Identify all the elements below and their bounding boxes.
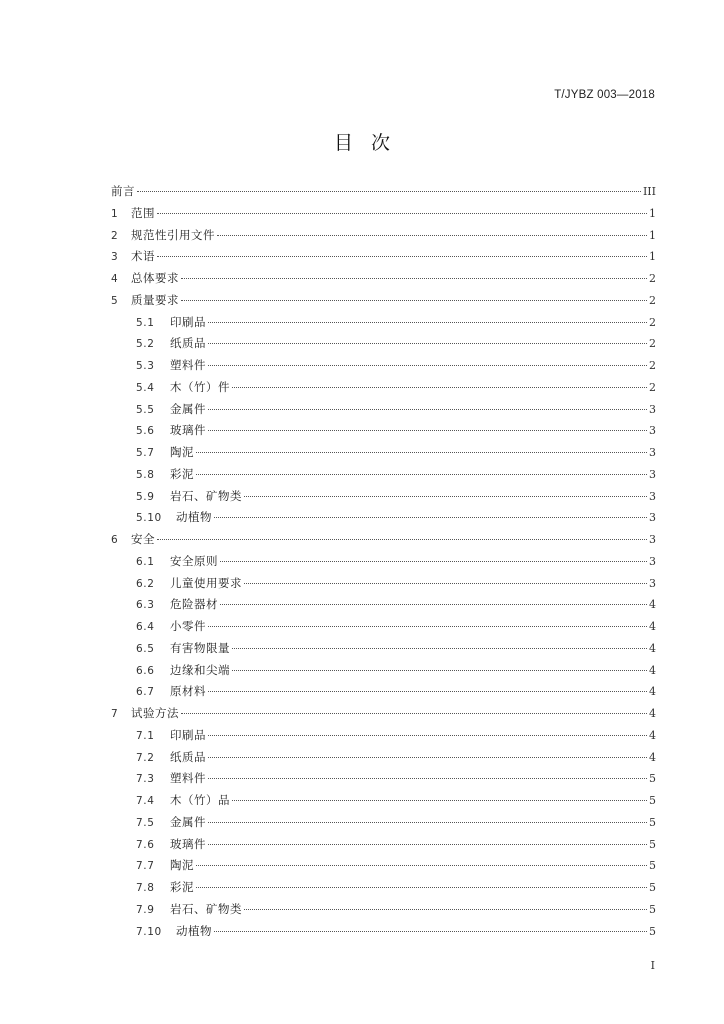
toc-entry-number: 7.5	[136, 816, 155, 829]
toc-entry-label: 质量要求	[131, 292, 179, 307]
toc-entry-page-number: 3	[649, 402, 656, 416]
toc-entry[interactable]	[111, 333, 656, 355]
toc-entry-page-number: 4	[649, 598, 656, 612]
toc-entry[interactable]	[111, 812, 656, 834]
toc-dot-leader	[208, 822, 647, 823]
toc-entry-page-number: 5	[649, 881, 656, 894]
toc-entry-label: 金属件	[170, 401, 206, 416]
toc-entry-label: 岩石、矿物类	[170, 488, 242, 503]
toc-entry-label: 危险器材	[170, 597, 218, 612]
toc-dot-leader	[232, 648, 647, 649]
toc-entry-page-number: 2	[649, 337, 656, 351]
toc-entry-label: 范围	[131, 205, 155, 220]
toc-entry-page-number: 4	[649, 685, 656, 699]
toc-entry-page-number: 4	[649, 750, 656, 764]
toc-entry-page-number: 3	[649, 511, 656, 525]
toc-entry-label: 玻璃件	[170, 423, 206, 438]
toc-entry-page-number: 4	[649, 707, 656, 720]
toc-entry-number: 7.7	[136, 860, 155, 873]
toc-entry-number: 6.6	[136, 664, 155, 677]
toc-entry[interactable]	[111, 768, 656, 790]
toc-entry[interactable]	[111, 834, 656, 856]
toc-entry-label: 印刷品	[170, 727, 206, 742]
toc-entry[interactable]	[111, 899, 656, 921]
toc-entry-page-number: 5	[649, 859, 656, 873]
toc-entry-label: 小零件	[170, 619, 206, 633]
toc-dot-leader	[232, 670, 647, 671]
toc-dot-leader	[157, 213, 647, 214]
toc-entry-number: 6.3	[136, 599, 155, 612]
toc-entry-page-number: 1	[649, 206, 656, 220]
toc-entry[interactable]	[111, 399, 656, 421]
toc-entry-page-number: 3	[649, 576, 656, 590]
toc-entry-number: 7.4	[136, 795, 155, 807]
toc-entry[interactable]	[111, 203, 656, 225]
toc-entry-page-number: 5	[649, 794, 656, 807]
toc-entry-page-number: 2	[649, 272, 656, 285]
toc-entry-number: 5.1	[136, 316, 155, 329]
toc-entry-number: 7.8	[136, 882, 155, 894]
toc-entry-page-number: 1	[649, 228, 656, 242]
toc-dot-leader	[196, 887, 647, 888]
toc-entry[interactable]	[111, 616, 656, 638]
toc-entry-number: 7.2	[136, 751, 155, 764]
toc-entry[interactable]	[111, 442, 656, 464]
toc-entry-page-number: 2	[649, 359, 656, 372]
toc-entry[interactable]	[111, 638, 656, 660]
toc-entry-label: 动植物	[176, 510, 212, 525]
toc-entry[interactable]	[111, 181, 656, 203]
toc-dot-leader	[208, 778, 647, 779]
toc-entry[interactable]	[111, 377, 656, 399]
toc-entry-label: 纸质品	[170, 336, 206, 351]
toc-entry-page-number: 4	[649, 620, 656, 633]
toc-entry-page-number: 4	[649, 728, 656, 742]
toc-entry-number: 6.4	[136, 621, 155, 633]
toc-entry-number: 6.7	[136, 686, 155, 699]
toc-entry-label: 金属件	[170, 814, 206, 829]
toc-dot-leader	[232, 387, 647, 388]
toc-entry-number: 7	[111, 708, 119, 720]
toc-dot-leader	[208, 691, 647, 692]
toc-dot-leader	[196, 452, 647, 453]
table-of-contents	[111, 181, 656, 942]
toc-entry-label: 木（竹）件	[170, 379, 230, 394]
toc-entry-label: 术语	[131, 249, 155, 264]
toc-entry-number: 3	[111, 251, 119, 264]
toc-entry-number: 5	[111, 294, 119, 307]
toc-entry[interactable]	[111, 877, 656, 899]
toc-entry-page-number: 3	[649, 533, 656, 546]
toc-entry-label: 岩石、矿物类	[170, 901, 242, 916]
toc-entry-label: 印刷品	[170, 314, 206, 329]
toc-entry-number: 7.3	[136, 773, 155, 786]
toc-entry-page-number: 3	[649, 554, 656, 568]
toc-dot-leader	[208, 343, 647, 344]
toc-entry-number: 5.10	[136, 512, 162, 525]
toc-entry-number: 6	[111, 534, 119, 546]
toc-entry-label: 彩泥	[170, 466, 194, 481]
toc-entry-number: 6.5	[136, 642, 155, 655]
toc-entry-number: 5.6	[136, 425, 155, 438]
toc-entry[interactable]	[111, 486, 656, 508]
toc-entry-number: 5.3	[136, 360, 155, 372]
toc-entry-number: 4	[111, 273, 119, 285]
toc-dot-leader	[220, 561, 647, 562]
toc-entry-number: 7.9	[136, 903, 155, 916]
toc-dot-leader	[208, 626, 647, 627]
toc-entry-label: 原材料	[170, 684, 206, 699]
toc-entry-label: 安全	[131, 532, 155, 546]
toc-entry[interactable]	[111, 529, 656, 551]
toc-entry[interactable]	[111, 312, 656, 334]
toc-entry[interactable]	[111, 681, 656, 703]
toc-entry-page-number: 2	[649, 315, 656, 329]
toc-entry[interactable]	[111, 594, 656, 616]
toc-entry-page-number: 3	[649, 489, 656, 503]
toc-dot-leader	[208, 430, 647, 431]
toc-dot-leader	[220, 604, 647, 605]
toc-entry[interactable]	[111, 725, 656, 747]
toc-entry[interactable]	[111, 290, 656, 312]
toc-entry-number: 5.4	[136, 381, 155, 394]
toc-entry[interactable]	[111, 921, 656, 943]
toc-entry-page-number: 2	[649, 380, 656, 394]
toc-entry-page-number: 4	[649, 641, 656, 655]
page-folio: I	[650, 959, 655, 972]
toc-entry[interactable]	[111, 225, 656, 247]
toc-entry-number: 5.8	[136, 468, 155, 481]
toc-entry-page-number: III	[642, 185, 656, 198]
toc-entry-label: 玻璃件	[170, 836, 206, 851]
toc-entry-label: 纸质品	[170, 749, 206, 764]
toc-dot-leader	[196, 865, 647, 866]
toc-entry-page-number: 3	[649, 467, 656, 481]
toc-entry[interactable]	[111, 790, 656, 812]
toc-dot-leader	[137, 191, 641, 192]
toc-dot-leader	[157, 256, 647, 257]
toc-dot-leader	[208, 322, 647, 323]
toc-dot-leader	[181, 713, 647, 714]
toc-entry-number: 7.10	[136, 925, 162, 938]
toc-entry[interactable]	[111, 507, 656, 529]
toc-entry[interactable]	[111, 268, 656, 290]
toc-dot-leader	[208, 365, 647, 366]
toc-entry[interactable]	[111, 703, 656, 725]
toc-entry[interactable]	[111, 551, 656, 573]
toc-entry[interactable]	[111, 420, 656, 442]
toc-entry-label: 彩泥	[170, 880, 194, 894]
toc-entry-number: 6.2	[136, 577, 155, 590]
toc-entry-number: 5.9	[136, 490, 155, 503]
toc-entry-label: 总体要求	[131, 271, 179, 285]
toc-entry-label: 陶泥	[170, 858, 194, 873]
toc-entry-page-number: 3	[649, 424, 656, 438]
toc-entry[interactable]	[111, 464, 656, 486]
toc-entry-label: 儿童使用要求	[170, 575, 242, 590]
toc-entry-number: 2	[111, 229, 119, 242]
toc-entry-label: 边缘和尖端	[170, 662, 230, 677]
toc-entry[interactable]	[111, 660, 656, 682]
toc-entry-number: 5.2	[136, 338, 155, 351]
toc-entry-number: 5.5	[136, 403, 155, 416]
toc-dot-leader	[208, 735, 647, 736]
toc-dot-leader	[244, 496, 647, 497]
toc-entry-label: 有害物限量	[170, 640, 230, 655]
toc-entry-page-number: 1	[649, 250, 656, 264]
toc-dot-leader	[181, 278, 647, 279]
toc-entry-page-number: 5	[649, 902, 656, 916]
toc-entry-number: 7.6	[136, 838, 155, 851]
toc-entry[interactable]	[111, 855, 656, 877]
toc-entry-label: 陶泥	[170, 445, 194, 459]
toc-entry-number: 6.1	[136, 555, 155, 568]
toc-dot-leader	[217, 235, 647, 236]
toc-dot-leader	[214, 517, 647, 518]
toc-entry-page-number: 5	[649, 837, 656, 851]
toc-entry-label: 前言	[111, 184, 135, 198]
toc-dot-leader	[208, 844, 647, 845]
toc-entry-label: 塑料件	[170, 771, 206, 786]
toc-entry-label: 木（竹）品	[170, 793, 230, 807]
toc-dot-leader	[214, 931, 647, 932]
toc-entry-page-number: 5	[649, 815, 656, 829]
toc-entry-number: 1	[111, 207, 119, 220]
toc-entry[interactable]	[111, 246, 656, 268]
toc-dot-leader	[181, 300, 647, 301]
toc-entry-page-number: 2	[649, 293, 656, 307]
page-title: 目次	[333, 132, 408, 154]
toc-entry-page-number: 5	[649, 772, 656, 786]
toc-dot-leader	[232, 800, 647, 801]
toc-dot-leader	[208, 757, 647, 758]
toc-entry-label: 动植物	[176, 923, 212, 938]
toc-entry-label: 规范性引用文件	[131, 227, 215, 242]
toc-entry-number: 7.1	[136, 729, 155, 742]
toc-entry-label: 试验方法	[131, 706, 179, 720]
toc-entry[interactable]	[111, 747, 656, 769]
toc-dot-leader	[157, 539, 647, 540]
toc-entry[interactable]	[111, 355, 656, 377]
toc-dot-leader	[208, 409, 647, 410]
toc-entry-page-number: 4	[649, 663, 656, 677]
toc-entry[interactable]	[111, 573, 656, 595]
toc-entry-label: 安全原则	[170, 553, 218, 568]
toc-dot-leader	[196, 474, 647, 475]
toc-dot-leader	[244, 583, 647, 584]
toc-entry-label: 塑料件	[170, 358, 206, 372]
toc-dot-leader	[244, 909, 647, 910]
toc-entry-page-number: 3	[649, 446, 656, 459]
document-code: T/JYBZ 003—2018	[554, 89, 655, 101]
toc-entry-number: 5.7	[136, 447, 155, 459]
toc-entry-page-number: 5	[649, 924, 656, 938]
